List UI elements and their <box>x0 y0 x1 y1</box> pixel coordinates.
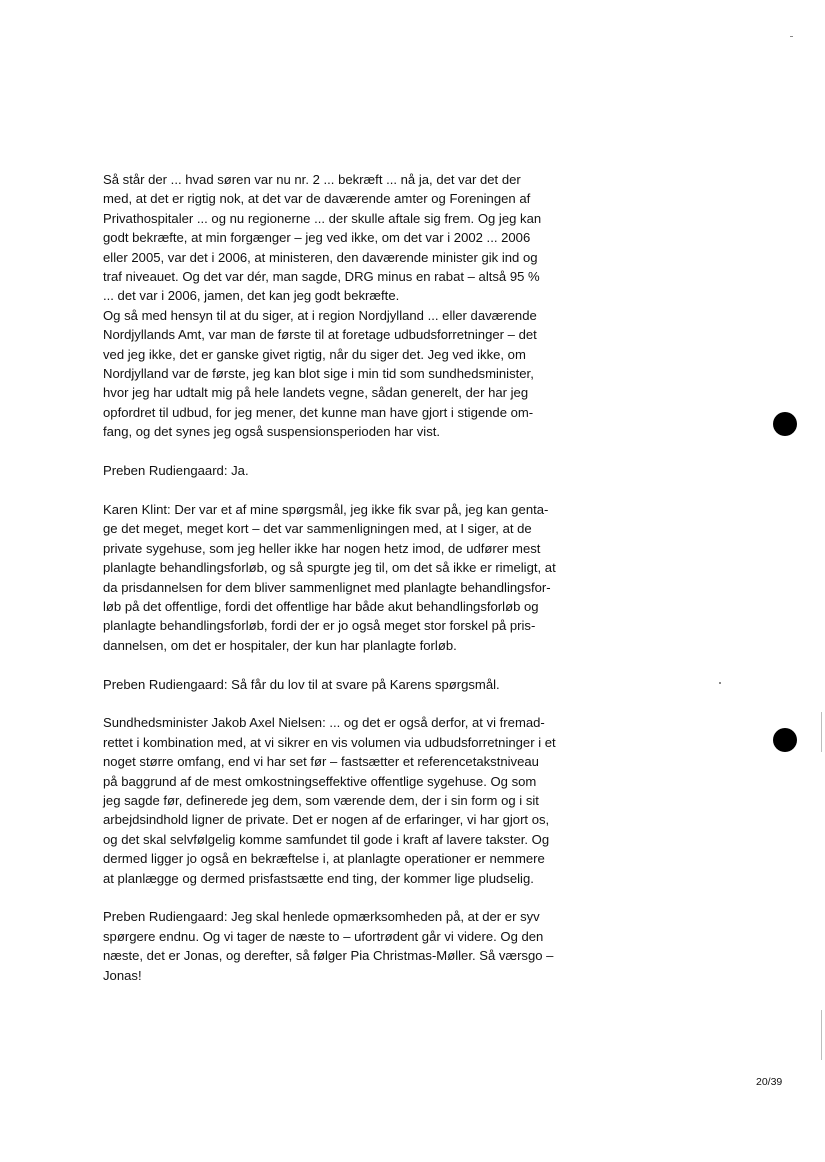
punch-hole-top <box>773 412 797 436</box>
text-line: rettet i kombination med, at vi sikrer en vis volumen via udbudsforretninger i et <box>103 734 556 750</box>
page-number: 20/39 <box>756 1076 783 1088</box>
scan-speck <box>790 36 793 37</box>
paragraph-chair-handover <box>103 675 593 694</box>
text-line: Karen Klint: Der var et af mine spørgsmål, jeg ikke fik svar på, jeg kan genta- <box>103 501 549 517</box>
text-line: godt bekræfte, at min forgænger – jeg ved ikke, om det var i 2002 ... 2006 <box>103 230 531 246</box>
text-line: hvor jeg har udtalt mig på hele landets vegne, sådan generelt, der har jeg <box>103 385 529 401</box>
text-line: arbejdsindhold ligner de private. Det er nogen af de erfaringer, vi har gjort os, <box>103 812 550 828</box>
paragraph-karen-klint <box>103 500 593 655</box>
text-line: Preben Rudiengaard: Så får du lov til at svare på Karens spørgsmål. <box>103 676 500 692</box>
text-line: spørgere endnu. Og vi tager de næste to – ufortrødent går vi videre. Og den <box>103 928 544 944</box>
text-line: traf niveauet. Og det var dér, man sagde, DRG minus en rabat – altså 95 % <box>103 269 540 285</box>
text-line: dermed ligger jo også en bekræftelse i, at planlagte operationer er nemmere <box>103 851 545 867</box>
text-line: opfordret til udbud, for jeg mener, det kunne man have gjort i stigende om- <box>103 404 534 420</box>
text-line: på baggrund af de mest omkostningseffektive offentlige sygehuse. Og som <box>103 773 537 789</box>
text-line: ... det var i 2006, jamen, det kan jeg godt bekræfte. <box>103 288 400 304</box>
text-line: Preben Rudiengaard: Ja. <box>103 463 249 479</box>
text-line: dannelsen, om det er hospitaler, der kun har planlagte forløb. <box>103 637 457 653</box>
text-line: ge det meget, meget kort – det var sammenligningen med, at I siger, at de <box>103 521 532 537</box>
paragraph-chair-ja <box>103 461 593 480</box>
text-line: Og så med hensyn til at du siger, at i region Nordjylland ... eller daværende <box>103 307 537 323</box>
document-body <box>103 170 593 1004</box>
text-line: private sygehuse, som jeg heller ikke har nogen hetz imod, de udfører mest <box>103 540 541 556</box>
scan-speck <box>719 682 721 684</box>
text-line: da prisdannelsen for dem bliver sammenlignet med planlagte behandlingsfor- <box>103 579 551 595</box>
text-line: Preben Rudiengaard: Jeg skal henlede opmærksomheden på, at der er syv <box>103 909 540 925</box>
text-line: fang, og det synes jeg også suspensionsperioden har vist. <box>103 424 441 440</box>
paragraph-minister-answer-1 <box>103 170 593 442</box>
paragraph-chair-next-speakers <box>103 907 593 985</box>
text-line: næste, det er Jonas, og derefter, så følger Pia Christmas-Møller. Så værsgo – <box>103 948 554 964</box>
text-line: planlagte behandlingsforløb, og så spurgte jeg til, om det så ikke er rimeligt, at <box>103 560 556 576</box>
paragraph-minister-answer-2 <box>103 713 593 888</box>
text-line: planlagte behandlingsforløb, fordi der er jo også meget stor forskel på pris- <box>103 618 536 634</box>
text-line: Privathospitaler ... og nu regionerne ... der skulle aftale sig frem. Og jeg kan <box>103 210 542 226</box>
text-line: Nordjylland var de første, jeg kan blot sige i min tid som sundhedsminister, <box>103 366 534 382</box>
text-line: Jonas! <box>103 967 142 983</box>
scan-edge-mark <box>821 712 822 752</box>
text-line: Nordjyllands Amt, var man de første til at foretage udbudsforretninger – det <box>103 327 537 343</box>
text-line: jeg sagde før, definerede jeg dem, som værende dem, der i sin form og i sit <box>103 792 539 808</box>
text-line: noget større omfang, end vi har set før – fastsætter et referencetakstniveau <box>103 754 539 770</box>
text-line: eller 2005, var det i 2006, at ministeren, den daværende minister gik ind og <box>103 249 538 265</box>
text-line: og det skal selvfølgelig komme samfundet til gode i kraft af lavere takster. Og <box>103 831 550 847</box>
text-line: med, at det er rigtig nok, at det var de daværende amter og Foreningen af <box>103 191 531 207</box>
text-line: Sundhedsminister Jakob Axel Nielsen: ... og det er også derfor, at vi fremad- <box>103 715 545 731</box>
text-line: Så står der ... hvad søren var nu nr. 2 ... bekræft ... nå ja, det var det der <box>103 172 521 187</box>
punch-hole-bottom <box>773 728 797 752</box>
text-line: løb på det offentlige, fordi det offentlige har både akut behandlingsforløb og <box>103 598 539 614</box>
text-line: ved jeg ikke, det er ganske givet rigtig, når du siger det. Jeg ved ikke, om <box>103 346 526 362</box>
text-line: at planlægge og dermed prisfastsætte end ting, der kommer lige pludselig. <box>103 870 534 886</box>
scan-edge-mark <box>821 1010 822 1060</box>
